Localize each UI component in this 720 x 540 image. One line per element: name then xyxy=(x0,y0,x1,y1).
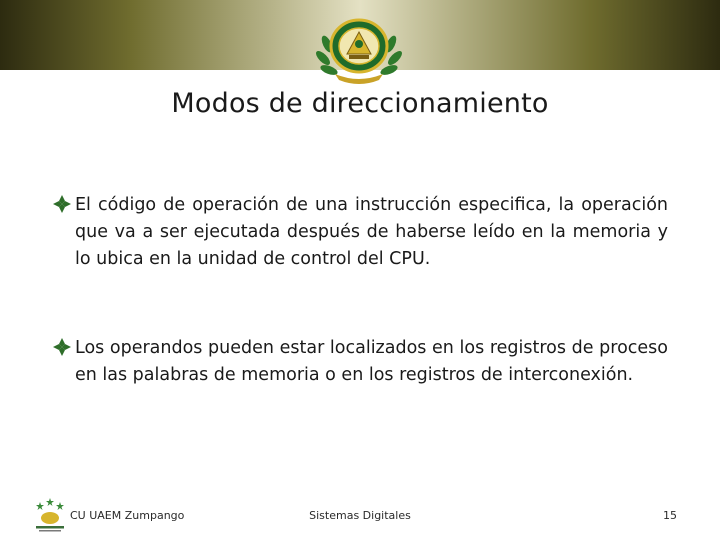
footer-institution: CU UAEM Zumpango xyxy=(70,509,185,522)
footer-course: Sistemas Digitales xyxy=(309,509,411,522)
university-seal-icon xyxy=(313,14,405,86)
diamond-bullet-icon xyxy=(52,337,72,357)
bullet-text: Los operandos pueden estar localizados en los registros de proceso en las palabras de memoria o en los registros de interconexión. xyxy=(75,338,668,385)
slide-title: Modos de direccionamiento xyxy=(171,88,549,119)
diamond-bullet-icon xyxy=(52,194,72,214)
bullet-text: El código de operación de una instrucción especifica, la operación que va a ser ejecutada después de haberse leído en la memoria y lo ubica en la unidad de control del CPU. xyxy=(75,195,668,269)
bullet-item xyxy=(52,335,668,389)
page-number: 15 xyxy=(663,509,677,522)
bullet-item xyxy=(52,192,668,273)
